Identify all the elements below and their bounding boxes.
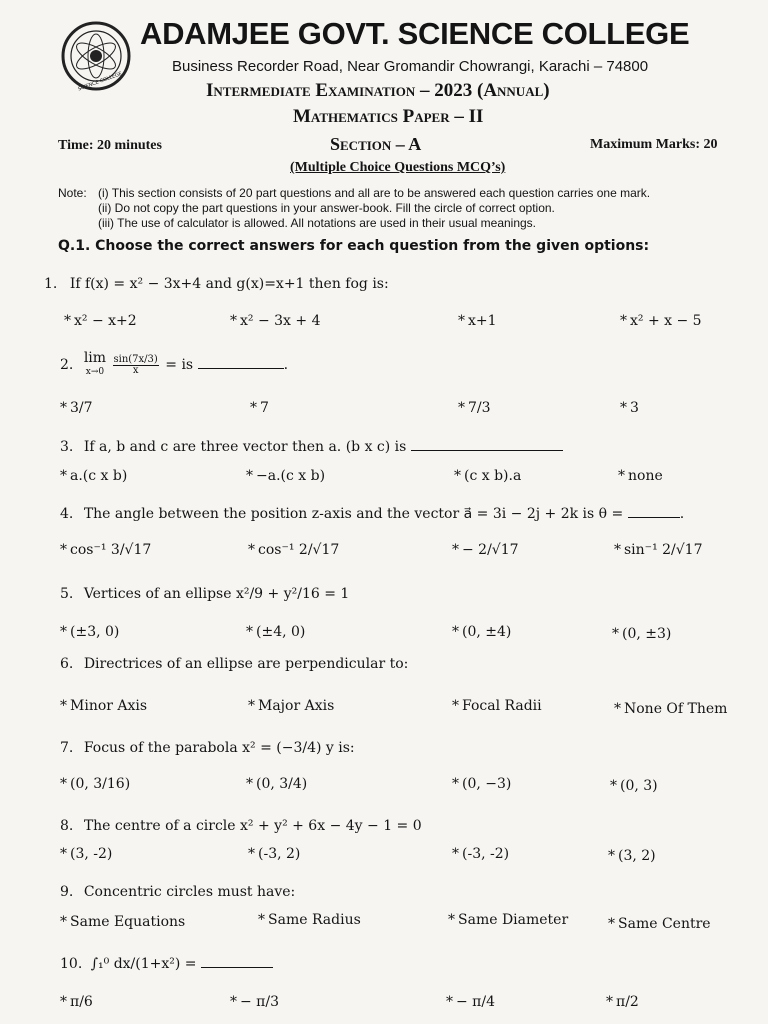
question-text: Vertices of an ellipse x²/9 + y²/16 = 1	[83, 586, 350, 602]
question-number: 10.	[60, 956, 83, 972]
option-d[interactable]: * (0, ±3)	[612, 626, 672, 642]
section-title: Section – A	[330, 134, 422, 154]
option-d[interactable]: * none	[618, 468, 663, 484]
option-c[interactable]: * (0, −3)	[452, 776, 512, 792]
question-number: 3.	[60, 439, 74, 455]
option-a[interactable]: * cos⁻¹ 3/√17	[60, 542, 152, 558]
option-d[interactable]: * sin⁻¹ 2/√17	[614, 542, 703, 558]
question-3	[60, 439, 563, 455]
paper-title: Mathematics Paper – II	[293, 106, 484, 127]
question-text: Focus of the parabola x² = (−3/4) y is:	[83, 740, 355, 756]
option-a[interactable]: * a.(c x b)	[60, 468, 128, 484]
note-label: Note:	[58, 186, 87, 200]
question-text: The centre of a circle x² + y² + 6x − 4y − 1 = 0	[83, 818, 422, 834]
question-number: 8.	[60, 818, 74, 834]
option-b[interactable]: * Major Axis	[248, 698, 335, 714]
question-7	[60, 740, 355, 756]
option-b[interactable]: * x² − 3x + 4	[230, 313, 321, 329]
option-a[interactable]: * Same Equations	[60, 914, 186, 930]
option-b[interactable]: * (-3, 2)	[248, 846, 301, 862]
option-a[interactable]: * 3/7	[60, 400, 93, 416]
option-b[interactable]: * −a.(c x b)	[246, 468, 326, 484]
option-d[interactable]: * π/2	[606, 994, 639, 1010]
note-line: (iii) The use of calculator is allowed. All notations are used in their usual meanings.	[98, 216, 537, 230]
question-text: ∫₁⁰ dx/(1+x²) =	[90, 956, 197, 972]
maximum-marks: Maximum Marks: 20	[590, 137, 718, 152]
college-logo	[60, 20, 132, 92]
option-c[interactable]: * − π/4	[446, 994, 496, 1010]
option-b[interactable]: * (±4, 0)	[246, 624, 306, 640]
question-text: If a, b and c are three vector then a. (b x c) is	[83, 439, 407, 455]
option-d[interactable]: * (0, 3)	[610, 778, 658, 794]
question-number: 7.	[60, 740, 74, 756]
option-c[interactable]: * (c x b).a	[454, 468, 522, 484]
question-number: 9.	[60, 884, 74, 900]
option-c[interactable]: * − 2/√17	[452, 542, 519, 558]
option-b[interactable]: * Same Radius	[258, 912, 361, 928]
question-number: 2.	[60, 357, 74, 373]
option-c[interactable]: * (0, ±4)	[452, 624, 512, 640]
option-d[interactable]: * Same Centre	[608, 916, 711, 932]
question-text: If f(x) = x² − 3x+4 and g(x)=x+1 then fog is:	[69, 276, 389, 292]
question-text: The angle between the position z-axis and the vector a⃗ = 3i − 2j + 2k is θ =	[83, 506, 624, 522]
exam-title: Intermediate Examination – 2023 (Annual)	[206, 80, 550, 101]
option-b[interactable]: * 7	[250, 400, 269, 416]
time-limit: Time: 20 minutes	[58, 138, 162, 153]
question-number: 4.	[60, 506, 74, 522]
option-c[interactable]: * Same Diameter	[448, 912, 569, 928]
question-2: 2. lim x→0 $\frac{\sin(7x/3)}{x}$ = is .	[60, 350, 289, 377]
option-d[interactable]: * x² + x − 5	[620, 313, 702, 329]
option-a[interactable]: * (0, 3/16)	[60, 776, 131, 792]
college-address: Business Recorder Road, Near Gromandir Chowrangi, Karachi – 74800	[172, 58, 649, 75]
question-8	[60, 818, 422, 834]
note-line: (i) This section consists of 20 part questions and all are to be answered each question carries one mark.	[98, 186, 651, 200]
question-text: Concentric circles must have:	[83, 884, 296, 900]
mcq-heading: (Multiple Choice Questions MCQ’s)	[290, 160, 506, 175]
option-b[interactable]: * cos⁻¹ 2/√17	[248, 542, 340, 558]
question-4: 4. The angle between the position z-axis and the vector a⃗ = 3i − 2j + 2k is θ = .	[60, 506, 685, 522]
option-b[interactable]: * (0, 3/4)	[246, 776, 308, 792]
option-a[interactable]: * (3, -2)	[60, 846, 113, 862]
question-9	[60, 884, 295, 900]
option-c[interactable]: * x+1	[458, 313, 497, 329]
option-a[interactable]: * π/6	[60, 994, 93, 1010]
logo-ring-text: SCIENCE COLLEGE	[77, 70, 123, 92]
option-a[interactable]: * x² − x+2	[64, 313, 137, 329]
question-number: 6.	[60, 656, 74, 672]
question-text: Directrices of an ellipse are perpendicular to:	[83, 656, 409, 672]
question-1	[44, 276, 389, 292]
option-c[interactable]: * Focal Radii	[452, 698, 542, 714]
option-c[interactable]: * (-3, -2)	[452, 846, 510, 862]
note-line: (ii) Do not copy the part questions in your answer-book. Fill the circle of correct option.	[98, 201, 555, 215]
question-5	[60, 586, 349, 602]
question-10	[60, 956, 273, 972]
option-b[interactable]: * − π/3	[230, 994, 280, 1010]
question-6	[60, 656, 408, 672]
option-a[interactable]: * (±3, 0)	[60, 624, 120, 640]
option-d[interactable]: * 3	[620, 400, 639, 416]
question-number: 1.	[44, 276, 58, 292]
option-a[interactable]: * Minor Axis	[60, 698, 148, 714]
option-d[interactable]: * (3, 2)	[608, 848, 656, 864]
question-heading: Q.1. Choose the correct answers for each question from the given options:	[58, 238, 650, 254]
option-d[interactable]: * None Of Them	[614, 701, 728, 717]
college-name: ADAMJEE GOVT. SCIENCE COLLEGE	[140, 16, 690, 51]
option-c[interactable]: * 7/3	[458, 400, 491, 416]
question-number: 5.	[60, 586, 74, 602]
